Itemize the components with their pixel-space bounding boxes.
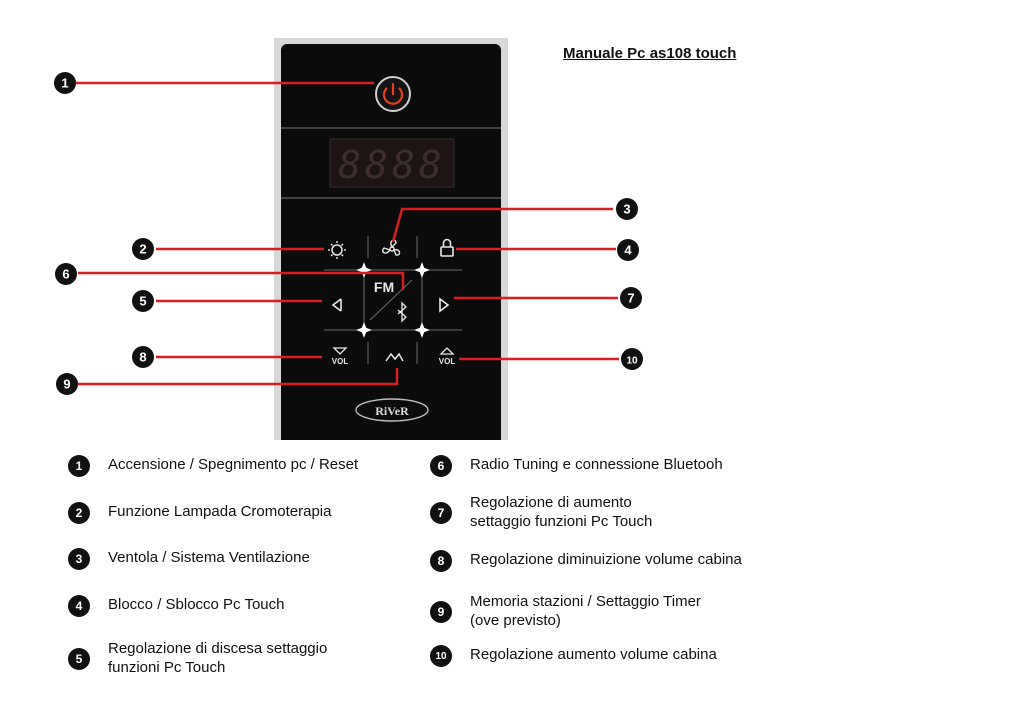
callout-number: 6 [62,266,70,282]
legend-item-9 [430,592,701,630]
callout-6 [55,263,77,285]
callout-1 [54,72,76,94]
legend-number: 6 [430,455,452,477]
callout-7 [620,287,642,309]
callout-number: 1 [61,75,69,91]
legend-item-2 [68,502,331,524]
fm-bluetooth-button[interactable] [374,279,406,321]
legend-line: Regolazione diminuizione volume cabina [470,551,742,568]
bluetooth-icon [398,303,406,321]
brand-logo [356,399,428,421]
legend-item-4 [68,595,284,617]
legend-description [108,455,358,474]
legend-description [470,493,652,531]
callout-number: 10 [626,355,638,367]
triangle-right-icon [440,299,448,311]
legend-item-3 [68,548,310,570]
legend-number: 10 [430,645,452,667]
legend-description [470,550,742,569]
legend-line: Memoria stazioni / Settaggio Timer [470,593,701,610]
legend-line: Regolazione aumento volume cabina [470,646,717,663]
volume-down-button[interactable] [332,348,349,366]
legend-number: 2 [68,502,90,524]
callout-number: 7 [627,290,635,306]
callout-3 [616,198,638,220]
legend-description [108,548,310,567]
power-button[interactable] [376,77,410,111]
legend-item-6 [430,455,723,477]
legend-item-1 [68,455,358,477]
legend-line: Regolazione di discesa settaggio [108,640,328,657]
callout-10 [621,348,643,370]
legend-line: Regolazione di aumento [470,494,632,511]
legend-description [108,639,327,677]
callout-number: 4 [624,242,632,258]
callout-2 [132,238,154,260]
legend-line: Radio Tuning e connessione Bluetooh [470,456,723,473]
sun-icon [332,245,342,255]
legend-line: Funzione Lampada Cromoterapia [108,503,332,520]
legend-line: Ventola / Sistema Ventilazione [108,549,310,566]
callout-4 [617,239,639,261]
memory-timer-button[interactable] [386,354,403,361]
fan-icon [383,240,400,255]
callout-9 [56,373,78,395]
legend-description [470,455,723,474]
legend-number: 7 [430,502,452,524]
led-display [330,139,454,187]
lock-icon [441,240,453,257]
callout-5 [132,290,154,312]
fm-label: FM [373,279,395,295]
legend-line: Blocco / Sblocco Pc Touch [108,596,285,613]
legend-number: 8 [430,550,452,572]
legend-number: 4 [68,595,90,617]
callout-number: 8 [139,349,147,365]
triangle-left-icon [333,299,341,311]
legend-number: 5 [68,648,90,670]
callout-number: 9 [63,376,71,392]
chromotherapy-button[interactable] [328,241,346,259]
volume-up-icon [441,348,453,354]
mountain-icon [386,354,403,361]
legend-description [470,645,717,664]
legend-number: 3 [68,548,90,570]
legend-item-5 [68,639,327,677]
left-arrow-button[interactable] [333,299,341,311]
legend-item-10 [430,645,717,667]
legend-line: funzioni Pc Touch [108,659,226,676]
brand-text: RiVeR [375,404,409,418]
vol-up-label: VOL [438,357,456,366]
right-arrow-button[interactable] [440,299,448,311]
legend-description [108,595,284,614]
manual-title: Manuale Pc as108 touch [563,45,737,62]
legend-item-8 [430,550,742,572]
legend-line: settaggio funzioni Pc Touch [470,513,653,530]
callout-8 [132,346,154,368]
vol-down-label: VOL [331,357,349,366]
fan-button[interactable] [383,240,400,255]
callout-number: 2 [139,241,147,257]
volume-up-button[interactable] [439,348,456,366]
legend-line: (ove previsto) [470,612,561,629]
callout-number: 5 [139,293,147,309]
callout-number: 3 [623,201,631,217]
volume-down-icon [334,348,346,354]
legend-number: 1 [68,455,90,477]
legend-line: Accensione / Spegnimento pc / Reset [108,456,359,473]
legend-item-7 [430,493,652,531]
legend-description [470,592,701,630]
lock-button[interactable] [441,240,453,257]
legend-number: 9 [430,601,452,623]
legend-description [108,502,331,521]
display-digits: 8888 [338,143,446,187]
